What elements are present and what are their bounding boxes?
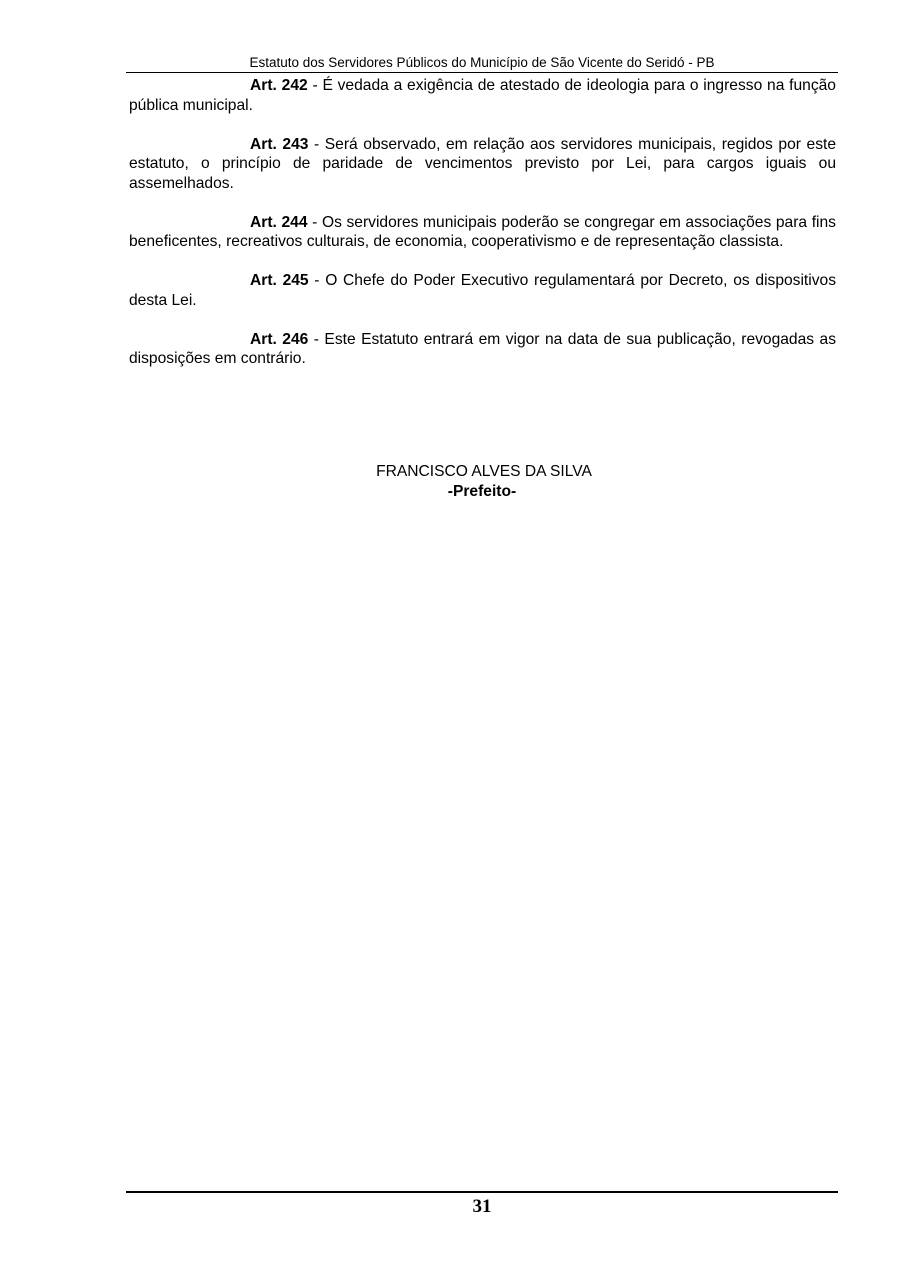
article-label: Art. 245 (250, 272, 309, 289)
document-body (129, 76, 836, 388)
article-245 (129, 271, 836, 310)
footer-divider (126, 1191, 838, 1193)
signatory-role: -Prefeito- (447, 482, 517, 500)
article-label: Art. 243 (250, 135, 309, 153)
article-text: - É vedada a exigência de atestado de ideologia para o ingresso na função pública municipal. (129, 77, 836, 114)
article-label: Art. 244 (250, 213, 308, 231)
article-text: - O Chefe do Poder Executivo regulamentará por Decreto, os dispositivos desta Lei. (129, 272, 836, 309)
article-243 (129, 135, 836, 194)
article-242 (129, 76, 836, 115)
article-label: Art. 242 (250, 77, 308, 94)
article-244 (129, 213, 836, 252)
article-text: - Os servidores municipais poderão se congregar em associações para fins beneficentes, recreativos culturais, de economia, cooperativismo e de representação classista. (129, 213, 836, 250)
signature-block (126, 462, 838, 501)
signatory-name: FRANCISCO ALVES DA SILVA (376, 463, 592, 480)
article-label: Art. 246 (250, 330, 309, 348)
page-number: 31 (472, 1196, 492, 1217)
running-header: Estatuto dos Servidores Públicos do Município de São Vicente do Seridó - PB (126, 55, 838, 73)
article-text: - Este Estatuto entrará em vigor na data de sua publicação, revogadas as disposições em contrário. (129, 330, 836, 367)
article-246 (129, 330, 836, 369)
article-text: - Será observado, em relação aos servidores municipais, regidos por este estatuto, o princípio de paridade de vencimentos previsto por Lei, para cargos iguais ou assemelhados. (129, 135, 836, 192)
